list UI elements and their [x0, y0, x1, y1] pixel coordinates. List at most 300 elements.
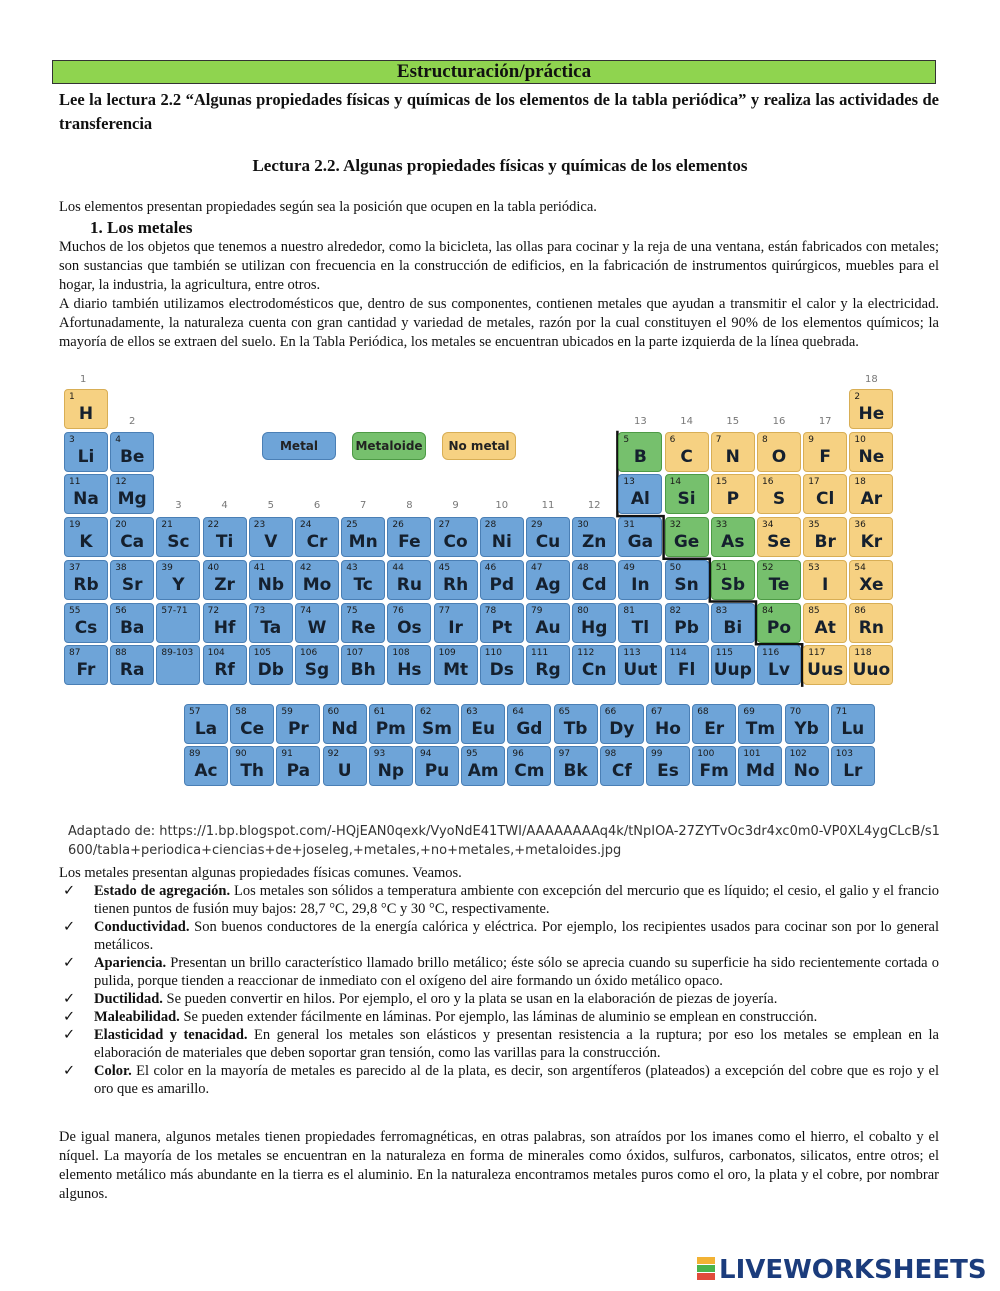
- property-description: El color en la mayoría de metales es parecido al de la plata, es decir, son argentíferos (plateados) a excepción del cobre que es rojo y el oro que es amarillo.: [94, 1063, 939, 1097]
- element-se: [757, 517, 801, 557]
- element-symbol: Y: [172, 574, 185, 595]
- property-description: En general los metales son elásticos y presentan resistencia a la ruptura; por eso los metales se emplean en la elaboración de materiales que deben soportar gran tensión, como las varillas para la construcción.: [94, 1027, 939, 1061]
- element-symbol: Ra: [119, 660, 145, 681]
- atomic-number: 86: [854, 605, 866, 616]
- element-os: [387, 603, 431, 643]
- element-fe: [387, 517, 431, 557]
- lanthanide-pr: [276, 704, 320, 744]
- atomic-number: 81: [623, 605, 635, 616]
- group-label: 8: [406, 500, 413, 511]
- atomic-number: 44: [392, 562, 404, 573]
- element-db: [249, 645, 293, 685]
- atomic-number: 98: [604, 749, 617, 759]
- element-symbol: Rb: [73, 574, 99, 595]
- element-i: [803, 560, 847, 600]
- element-rn: [849, 603, 893, 643]
- property-term: Color.: [94, 1063, 132, 1079]
- element-symbol: Na: [73, 489, 99, 510]
- actinide-bk: [554, 746, 598, 786]
- actinide-fm: [692, 746, 736, 786]
- element-f: [803, 432, 847, 472]
- element-symbol: Si: [677, 489, 696, 510]
- element-li: [64, 432, 108, 472]
- element-symbol: Rh: [442, 574, 469, 595]
- element-symbol: Pb: [674, 617, 699, 638]
- element-symbol: Po: [766, 617, 792, 638]
- element-symbol: In: [631, 574, 650, 595]
- group-label: 7: [360, 500, 367, 511]
- atomic-number: 82: [669, 605, 682, 616]
- element-symbol: Bk: [563, 761, 588, 781]
- group-label: 15: [726, 416, 740, 427]
- atomic-number: 67: [651, 707, 663, 717]
- actinide-pu: [415, 746, 459, 786]
- element-symbol: Br: [814, 532, 836, 553]
- element-cr: [295, 517, 339, 557]
- element-sr: [110, 560, 154, 600]
- property-term: Estado de agregación.: [94, 883, 231, 899]
- element-o: [757, 432, 801, 472]
- element-symbol: Bi: [723, 617, 743, 638]
- element-symbol: Tc: [353, 574, 373, 595]
- actinide-am: [461, 746, 505, 786]
- atomic-number: 31: [623, 520, 635, 531]
- atomic-number: 25: [346, 520, 358, 531]
- legend-nonmetal: No metal: [442, 432, 516, 460]
- element-at: [803, 603, 847, 643]
- element-symbol: F: [819, 446, 831, 467]
- atomic-number: 74: [300, 605, 312, 616]
- atomic-number: 52: [762, 562, 774, 573]
- element-zr: [203, 560, 247, 600]
- element-y: [156, 560, 200, 600]
- element-symbol: As: [721, 532, 745, 553]
- element-symbol: U: [337, 761, 352, 781]
- property-description: Se pueden convertir en hilos. Por ejemplo, el oro y la plata se usan en la elaboración de piezas de joyería.: [162, 991, 778, 1007]
- atomic-number: 38: [115, 562, 127, 573]
- legend-metalloid: Metaloide: [352, 432, 426, 460]
- atomic-number: 115: [715, 648, 733, 659]
- element-symbol: Ca: [120, 532, 145, 553]
- atomic-number: 42: [300, 562, 312, 573]
- property-item: [59, 954, 939, 990]
- atomic-number: 17: [808, 477, 820, 488]
- checkmark-icon: ✓: [63, 883, 76, 899]
- element-symbol: Th: [240, 761, 265, 781]
- atomic-number: 85: [808, 605, 820, 616]
- actinide-md: [738, 746, 782, 786]
- element-symbol: Nb: [257, 574, 284, 595]
- element-pb: [665, 603, 709, 643]
- element-symbol: B: [633, 446, 647, 467]
- element-c: [665, 432, 709, 472]
- atomic-number: 71: [835, 707, 848, 717]
- element-re: [341, 603, 385, 643]
- element-symbol: Ge: [673, 532, 700, 553]
- element-in: [618, 560, 662, 600]
- brand-icon: [697, 1257, 715, 1281]
- atomic-number: 90: [235, 749, 247, 759]
- property-item: [59, 990, 939, 1008]
- element-rb: [64, 560, 108, 600]
- element-symbol: Rg: [535, 660, 561, 681]
- element-symbol: H: [78, 404, 94, 424]
- element-symbol: No: [793, 761, 820, 781]
- element-symbol: Er: [704, 719, 725, 739]
- group-label: 17: [818, 416, 832, 427]
- atomic-number: 5: [623, 434, 630, 445]
- actinide-pa: [276, 746, 320, 786]
- group-label: 5: [267, 500, 274, 511]
- element-symbol: Ru: [396, 574, 422, 595]
- element-hg: [572, 603, 616, 643]
- element-ru: [387, 560, 431, 600]
- element-symbol: Cs: [74, 617, 98, 638]
- atomic-number: 10: [854, 434, 866, 445]
- atomic-number: 36: [854, 520, 866, 531]
- group-label: 14: [680, 416, 693, 427]
- atomic-number: 106: [300, 648, 318, 659]
- element-symbol: Sr: [121, 574, 143, 595]
- atomic-number: 55: [69, 605, 81, 616]
- atomic-number: 16: [762, 477, 774, 488]
- element-range-57-71: [156, 603, 200, 643]
- element-si: [665, 474, 709, 514]
- element-symbol: Hf: [213, 617, 236, 638]
- group-label: 16: [772, 416, 786, 427]
- element-symbol: Fe: [398, 532, 421, 553]
- group-label: 11: [541, 500, 555, 511]
- atomic-number: 87: [69, 648, 81, 659]
- atomic-number: 100: [697, 749, 715, 759]
- element-symbol: Ar: [860, 489, 883, 510]
- atomic-number: 72: [207, 605, 220, 616]
- atomic-number: 3: [69, 434, 75, 445]
- element-kr: [849, 517, 893, 557]
- liveworksheets-logo: [697, 1255, 987, 1285]
- lanthanide-pm: [369, 704, 413, 744]
- element-ga: [618, 517, 662, 557]
- atomic-number: 77: [438, 605, 451, 616]
- element-s: [757, 474, 801, 514]
- element-ni: [480, 517, 524, 557]
- group-label: 18: [865, 374, 878, 385]
- element-symbol: Bh: [350, 660, 376, 681]
- atomic-number: 24: [300, 520, 312, 531]
- element-rh: [434, 560, 478, 600]
- atomic-number: 94: [420, 749, 432, 759]
- atomic-number: 76: [392, 605, 404, 616]
- atomic-number: 1: [69, 392, 75, 402]
- element-range-89-103: [156, 645, 200, 685]
- actinide-th: [230, 746, 274, 786]
- element-symbol: Ho: [655, 719, 681, 739]
- element-symbol: Ti: [215, 532, 234, 553]
- atomic-number: 29: [531, 520, 543, 531]
- element-bi: [711, 603, 755, 643]
- atomic-number: 110: [484, 648, 502, 659]
- reading-title: Lectura 2.2. Algunas propiedades físicas y químicas de los elementos: [252, 156, 748, 175]
- element-symbol: Mt: [443, 660, 469, 681]
- element-symbol: Uut: [623, 660, 658, 681]
- atomic-number: 97: [558, 749, 571, 759]
- atomic-number: 50: [669, 562, 682, 573]
- element-symbol: P: [726, 489, 740, 510]
- atomic-number: 56: [115, 605, 127, 616]
- group-label: 10: [495, 500, 509, 511]
- properties-list: [59, 882, 939, 1098]
- atomic-number: 19: [69, 520, 81, 531]
- element-symbol: Cu: [535, 532, 561, 553]
- element-cn: [572, 645, 616, 685]
- element-symbol: Xe: [859, 574, 884, 595]
- group-label: 3: [175, 500, 182, 511]
- atomic-number: 18: [854, 477, 866, 488]
- element-ra: [110, 645, 154, 685]
- closing-paragraph: De igual manera, algunos metales tienen propiedades ferromagnéticas, en otras palabras, son atraídos por los imanes como el hierro, el cobalto y el níquel. La mayoría de los metales se encuentran en la naturaleza en forma de minerales como óxidos, sulfuros, carbonatos, silicatos, entre otros; el elemento metálico más abundante en la tierra es el aluminio. En la naturaleza encontramos metales puros como el oro, la plata y el cobre, por nombrar algunos.: [59, 1129, 939, 1202]
- element-symbol: Uus: [807, 660, 844, 681]
- element-po: [757, 603, 801, 643]
- element-ar: [849, 474, 893, 514]
- element-symbol: Db: [257, 660, 284, 681]
- element-rg: [526, 645, 570, 685]
- element-symbol: C: [680, 446, 693, 467]
- element-v: [249, 517, 293, 557]
- image-source-credit: Adaptado de: https://1.bp.blogspot.com/-HQjEAN0qexk/VyoNdE41TWI/AAAAAAAAq4k/tNpIOA-27ZYTvOc3dr4xc0m0-VP0XL4ygCLcB/s1600/tabla+periodica+ciencias+de+joseleg,+metales,+no+metales,+metaloides.jpg: [68, 824, 940, 858]
- element-zn: [572, 517, 616, 557]
- atomic-number: 61: [373, 707, 386, 717]
- element-symbol: Mg: [117, 489, 147, 510]
- element-symbol: He: [858, 404, 885, 424]
- atomic-number: 2: [854, 392, 861, 402]
- atomic-number: 4: [115, 434, 121, 445]
- actinide-lr: [831, 746, 875, 786]
- property-item: [59, 918, 939, 954]
- element-symbol: Nd: [331, 719, 358, 739]
- atomic-number: 22: [207, 520, 220, 531]
- atomic-number: 20: [115, 520, 127, 531]
- atomic-number: 62: [420, 707, 432, 717]
- element-bh: [341, 645, 385, 685]
- lanthanide-la: [184, 704, 228, 744]
- atomic-number: 68: [697, 707, 709, 717]
- element-n: [711, 432, 755, 472]
- element-hs: [387, 645, 431, 685]
- element-ta: [249, 603, 293, 643]
- element-symbol: Sm: [422, 719, 452, 739]
- atomic-number: 108: [392, 648, 410, 659]
- element-p: [711, 474, 755, 514]
- atomic-number: 109: [438, 648, 456, 659]
- element-br: [803, 517, 847, 557]
- atomic-number: 51: [715, 562, 728, 573]
- lanthanide-eu: [461, 704, 505, 744]
- element-h: [64, 389, 108, 429]
- atomic-number: 32: [669, 520, 682, 531]
- element-uut: [618, 645, 662, 685]
- element-ca: [110, 517, 154, 557]
- atomic-number: 83: [715, 605, 728, 616]
- atomic-number: 58: [235, 707, 247, 717]
- element-symbol: Fl: [677, 660, 696, 681]
- element-symbol: Ne: [858, 446, 885, 467]
- element-symbol: Tm: [745, 719, 776, 739]
- property-term: Ductilidad.: [94, 991, 163, 1007]
- element-symbol: Au: [535, 617, 561, 638]
- atomic-number: 57: [189, 707, 201, 717]
- element-symbol: Ac: [194, 761, 218, 781]
- lanthanide-gd: [507, 704, 551, 744]
- element-sb: [711, 560, 755, 600]
- element-uus: [803, 645, 847, 685]
- group-label: 13: [634, 416, 647, 427]
- element-symbol: Gd: [516, 719, 543, 739]
- property-description: Se pueden extender fácilmente en láminas. Por ejemplo, las láminas de aluminio se emplean en construcción.: [179, 1009, 818, 1025]
- lanthanide-ce: [230, 704, 274, 744]
- atomic-number: 54: [854, 562, 866, 573]
- atomic-number: 37: [69, 562, 81, 573]
- group-label: 9: [452, 500, 459, 511]
- property-term: Elasticidad y tenacidad.: [94, 1027, 248, 1043]
- element-hf: [203, 603, 247, 643]
- atomic-number: 89: [189, 749, 201, 759]
- element-symbol: Sg: [304, 660, 330, 681]
- checkmark-icon: ✓: [63, 1027, 76, 1043]
- element-cl: [803, 474, 847, 514]
- atomic-number: 26: [392, 520, 404, 531]
- atomic-number: 84: [762, 605, 774, 616]
- atomic-number: 11: [69, 477, 81, 488]
- checkmark-icon: ✓: [63, 1009, 76, 1025]
- atomic-number: 91: [281, 749, 293, 759]
- atomic-number: 95: [466, 749, 478, 759]
- atomic-number: 111: [531, 648, 549, 659]
- lanthanide-yb: [785, 704, 829, 744]
- element-symbol: Tl: [631, 617, 650, 638]
- element-pd: [480, 560, 524, 600]
- atomic-number: 92: [327, 749, 340, 759]
- element-symbol: Mo: [302, 574, 332, 595]
- metals-paragraph-1: Muchos de los objetos que tenemos a nuestro alrededor, como la bicicleta, las ollas para cocinar y la reja de una ventana, están fabricados con metales; son sustancias que también se utilizan con frecuencia en la construcción de edificios, en la fabricación de instrumentos quirúrgicos, muebles para el hogar, la industria, la agricultura, entre otros.: [59, 239, 939, 293]
- element-symbol: Te: [768, 574, 790, 595]
- atomic-number: 79: [531, 605, 543, 616]
- element-symbol: W: [307, 617, 327, 638]
- element-symbol: Zr: [214, 574, 235, 595]
- actinide-es: [646, 746, 690, 786]
- element-fr: [64, 645, 108, 685]
- intro-paragraph: Los elementos presentan propiedades según sea la posición que ocupen en la tabla periódica.: [59, 199, 597, 215]
- atomic-number: 103: [835, 749, 853, 759]
- checkmark-icon: ✓: [63, 1063, 76, 1079]
- atomic-number: 21: [161, 520, 173, 531]
- atomic-number: 33: [715, 520, 728, 531]
- element-mg: [110, 474, 154, 514]
- element-nb: [249, 560, 293, 600]
- element-symbol: Ba: [119, 617, 145, 638]
- element-symbol: Rf: [214, 660, 235, 681]
- element-symbol: Pu: [424, 761, 450, 781]
- lanthanide-er: [692, 704, 736, 744]
- element-sn: [665, 560, 709, 600]
- element-symbol: Co: [443, 532, 468, 553]
- atomic-number: 15: [715, 477, 728, 488]
- element-co: [434, 517, 478, 557]
- atomic-number: 64: [512, 707, 524, 717]
- lanthanide-ho: [646, 704, 690, 744]
- element-pt: [480, 603, 524, 643]
- element-symbol: Uuo: [852, 660, 891, 681]
- element-au: [526, 603, 570, 643]
- property-term: Conductividad.: [94, 919, 190, 935]
- element-symbol: Pm: [375, 719, 406, 739]
- element-symbol: Li: [77, 446, 95, 467]
- element-symbol: Cn: [581, 660, 607, 681]
- instruction-text: Lee la lectura 2.2 “Algunas propiedades físicas y químicas de los elementos de la tabla periódica” y realiza las actividades de transferencia: [59, 90, 939, 133]
- element-symbol: I: [822, 574, 829, 595]
- atomic-number: 102: [789, 749, 807, 759]
- element-symbol: Rn: [858, 617, 884, 638]
- property-item: [59, 1026, 939, 1062]
- element-symbol: Al: [630, 489, 650, 510]
- group-label: 6: [313, 500, 321, 511]
- element-ne: [849, 432, 893, 472]
- element-lv: [757, 645, 801, 685]
- element-symbol: Cl: [816, 489, 835, 510]
- element-symbol: Zn: [581, 532, 607, 553]
- element-symbol: Sc: [167, 532, 190, 553]
- section-heading-metals: 1. Los metales: [90, 218, 193, 237]
- element-as: [711, 517, 755, 557]
- atomic-number: 88: [115, 648, 127, 659]
- metals-paragraph-2: A diario también utilizamos electrodomésticos que, dentro de sus componentes, contienen metales que ayudan a transmitir el calor y la electricidad. Afortunadamente, la naturaleza cuenta con gran cantidad y variedad de metales, razón por la cual constituyen el 90% de los elementos químicos; la mayoría de ellos se extraen del suelo. En la Tabla Periódica, los metales se encuentran ubicados en la parte izquierda de la línea quebrada.: [59, 296, 939, 350]
- element-rf: [203, 645, 247, 685]
- element-symbol: Kr: [860, 532, 883, 553]
- element-symbol: Re: [350, 617, 376, 638]
- element-symbol: Ni: [491, 532, 512, 553]
- element-tl: [618, 603, 662, 643]
- element-ds: [480, 645, 524, 685]
- atomic-number: 45: [438, 562, 451, 573]
- element-symbol: Os: [397, 617, 422, 638]
- element-symbol: Tb: [563, 719, 588, 739]
- group-label: 1: [80, 374, 87, 385]
- property-description: Son buenos conductores de la energía calórica y eléctrica. Por ejemplo, los recipientes usados para cocinar son por lo general metálicos.: [94, 919, 939, 953]
- element-te: [757, 560, 801, 600]
- element-symbol: Eu: [471, 719, 496, 739]
- element-uuo: [849, 645, 893, 685]
- element-cu: [526, 517, 570, 557]
- atomic-number: 13: [623, 477, 635, 488]
- element-symbol: Cf: [611, 761, 632, 781]
- properties-intro: Los metales presentan algunas propiedades físicas comunes. Veamos.: [59, 865, 462, 881]
- checkmark-icon: ✓: [63, 991, 76, 1007]
- element-symbol: Ds: [489, 660, 514, 681]
- element-symbol: Dy: [609, 719, 635, 739]
- lanthanide-nd: [323, 704, 367, 744]
- element-symbol: Se: [767, 532, 791, 553]
- element-symbol: Cd: [581, 574, 607, 595]
- element-na: [64, 474, 108, 514]
- atomic-number: 112: [577, 648, 595, 659]
- atomic-number: 99: [651, 749, 663, 759]
- atomic-number: 117: [808, 648, 826, 659]
- element-symbol: Es: [657, 761, 679, 781]
- element-w: [295, 603, 339, 643]
- property-description: Presentan un brillo característico llamado brillo metálico; éste sólo se aprecia cuando su superficie ha sido recientemente cortada o pulida, porque tienden a reaccionar de inmediato con el oxígeno del aire formando un óxido metálico opaco.: [94, 955, 939, 989]
- atomic-number: 14: [669, 477, 682, 488]
- atomic-number: 63: [466, 707, 478, 717]
- element-al: [618, 474, 662, 514]
